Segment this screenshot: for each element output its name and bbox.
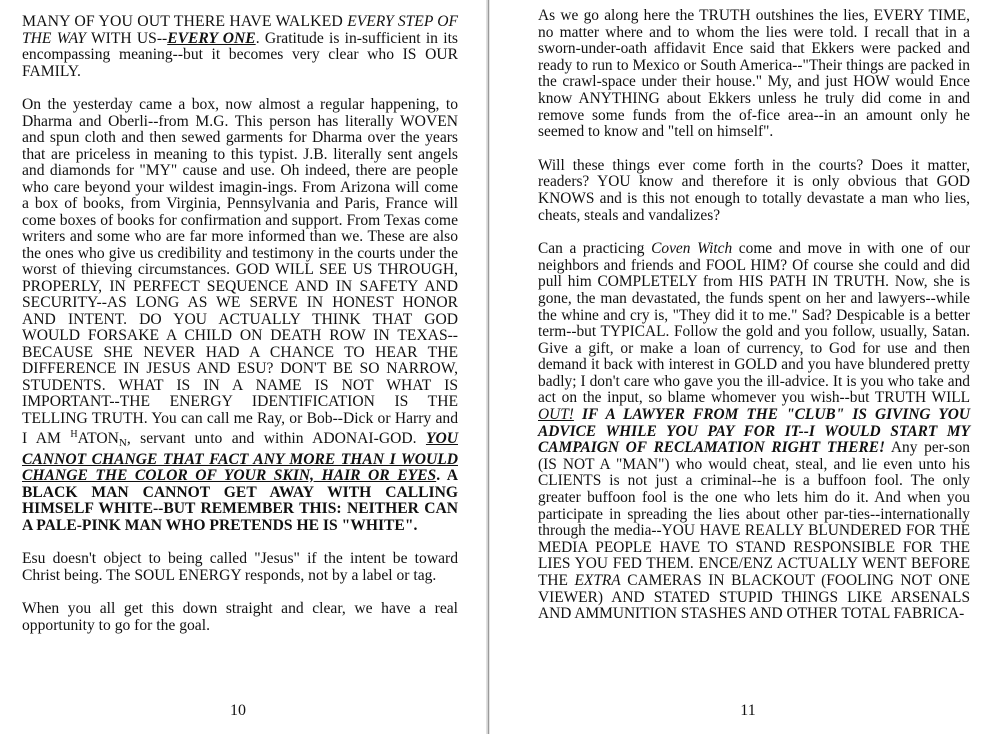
underlined-emphasis: EVERY ONE xyxy=(167,29,256,47)
emphasis-text: EXTRA xyxy=(574,572,621,589)
page-number-left: 10 xyxy=(230,702,246,719)
right-paragraph-3 xyxy=(538,241,970,623)
right-paragraph-1: As we go along here the TRUTH outshines the lies, EVERY TIME, no matter where and to whom the lies were told. I recall that in a sworn-under-oath affidavit Ence said that Ekkers were packed and ready to run to Mexico or South America--"Their things are packed in the crawl-space under their house." My, and just HOW would Ence know ANYTHING about Ekkers unless he truly did come in and remove some funds from the of-fice area--in an amount only he seemed to know and "tell on himself". xyxy=(538,7,970,141)
text-run: , servant unto and within ADONAI-GOD. xyxy=(126,430,426,447)
text-run: WITH US-- xyxy=(85,29,168,47)
left-page xyxy=(0,0,488,734)
bold-text: . A BLACK MAN CANNOT GET AWAY WITH CALLING HIMSELF WHITE--BUT REMEMBER THIS: NEITHER CAN A PALE-PINK MAN WHO PRETENDS HE IS "WHITE". xyxy=(22,467,458,534)
text-run xyxy=(574,406,582,423)
gutter-divider xyxy=(488,0,489,734)
bold-italic-text: IF A LAWYER FROM THE "CLUB" IS GIVING YOU ADVICE WHILE YOU PAY FOR IT--I WOULD START MY CAMPAIGN OF RECLAMATION RIGHT THERE! xyxy=(538,406,970,457)
right-page xyxy=(490,0,982,734)
text-run: come and move in with one of our neighbors and friends and FOOL HIM? Of course she could and did pull him COMPLETELY from HIS PATH IN TRUTH. Now, she is gone, the man devastated, the funds spent on her and lawyers--while the whine and cry is, "They did it to me." Sad? Despicable is a better term--but TYPICAL. Follow the gold and you follow, usually, Satan. Give a gift, or make a loan of currency, to God for use and then demand it back with interest in GOLD and you have blundered pretty badly; I don't care who gave you the ill-advice. It is you who take and act on the input, so blame whomever you wish--but TRUTH WILL xyxy=(538,240,971,407)
emphasis-text: EVERY STEP OF THE WAY xyxy=(22,13,458,47)
page-number-right: 11 xyxy=(740,702,756,719)
text-run: . Gratitude is in-sufficient in its encompassing meaning--but it becomes very clear who IS OUR FAMILY. xyxy=(22,29,458,80)
left-paragraph-2 xyxy=(22,97,458,534)
text-run: MANY OF YOU OUT THERE HAVE WALKED xyxy=(22,13,348,30)
text-run: On the yesterday came a box, now almost a regular happening, to Dharma and Oberli--from M.G. This person has literally WOVEN and spun cloth and then sewed garments for Dharma over the years that are priceless in meaning to this typist. J.B. literally sent angels and diamonds for "MY" cause and use. Oh indeed, there are people who care beyond your wildest imagin-ings. From Arizona will come a box of books, from Virginia, Pennsylvania and Paris, France will come boxes of books for confirmation and support. From Texas come writers and some who are far more informed than we. These are also the ones who give us credibility and testimony in the courts under the worst of thieving circumstances. GOD WILL SEE US THROUGH, PROPERLY, IN PERFECT SEQUENCE AND IN SAFETY AND SECURITY--AS LONG AS WE SERVE IN HONEST HONOR AND INTENT. DO YOU ACTUALLY THINK THAT GOD WOULD FORSAKE A CHILD ON DEATH ROW IN TEXAS--BECAUSE SHE NEVER HAD A CHANCE TO HEAR THE DIFFERENCE IN JESUS AND ESU? DON'T BE SO NARROW, STUDENTS. WHAT IS IN A NAME IS NOT WHAT IS IMPORTANT--THE ENERGY IDENTIFICATION IS THE TELLING TRUTH. You can call me Ray, or Bob--Dick or Harry and I AM xyxy=(22,96,458,447)
text-run: CAMERAS IN BLACKOUT (FOOLING NOT ONE VIEWER) AND STATED STUPID THINGS LIKE ARSENALS AND AMMUNITION STASHES AND OTHER TOTAL FABRICA- xyxy=(538,572,971,623)
right-paragraph-2: Will these things ever come forth in the courts? Does it matter, readers? YOU know and therefore it is only obvious that GOD KNOWS and is this not enough to totally devastate a man who lies, cheats, steals and vandalizes? xyxy=(538,156,970,224)
underlined-emphasis: OUT! xyxy=(538,406,574,424)
underlined-bold-italic: YOU CANNOT CHANGE THAT FACT ANY MORE THAN I WOULD CHANGE THE COLOR OF YOUR SKIN, HAIR OR EYES xyxy=(22,430,458,484)
superscript-h: H xyxy=(70,429,78,440)
subscript-n: N xyxy=(118,437,127,449)
aton-text: ATON xyxy=(77,430,119,447)
emphasis-text: Coven Witch xyxy=(651,240,733,258)
left-paragraph-1 xyxy=(22,14,458,80)
left-paragraph-4: When you all get this down straight and clear, we have a real opportunity to go for the goal. xyxy=(22,600,458,634)
text-run: Can a practicing xyxy=(538,240,652,258)
text-run: Any per-son (IS NOT A "MAN") who would cheat, steal, and lie even unto his CLIENTS is not just a criminal--he is a buffoon fool. The only greater buffoon fool is the one who lets him do it. And when you participate in spreading the lies about other par-ties--internationally through the media--YOU HAVE REALLY BLUNDERED FOR THE MEDIA PEOPLE HAVE TO STAND RESPONSIBLE FOR THE LIES YOU FED THEM. ENCE/ENZ ACTUALLY WENT BEFORE THE xyxy=(538,439,970,589)
left-paragraph-3: Esu doesn't object to being called "Jesus" if the intent be toward Christ being. The SOUL ENERGY responds, not by a label or tag. xyxy=(22,550,458,584)
